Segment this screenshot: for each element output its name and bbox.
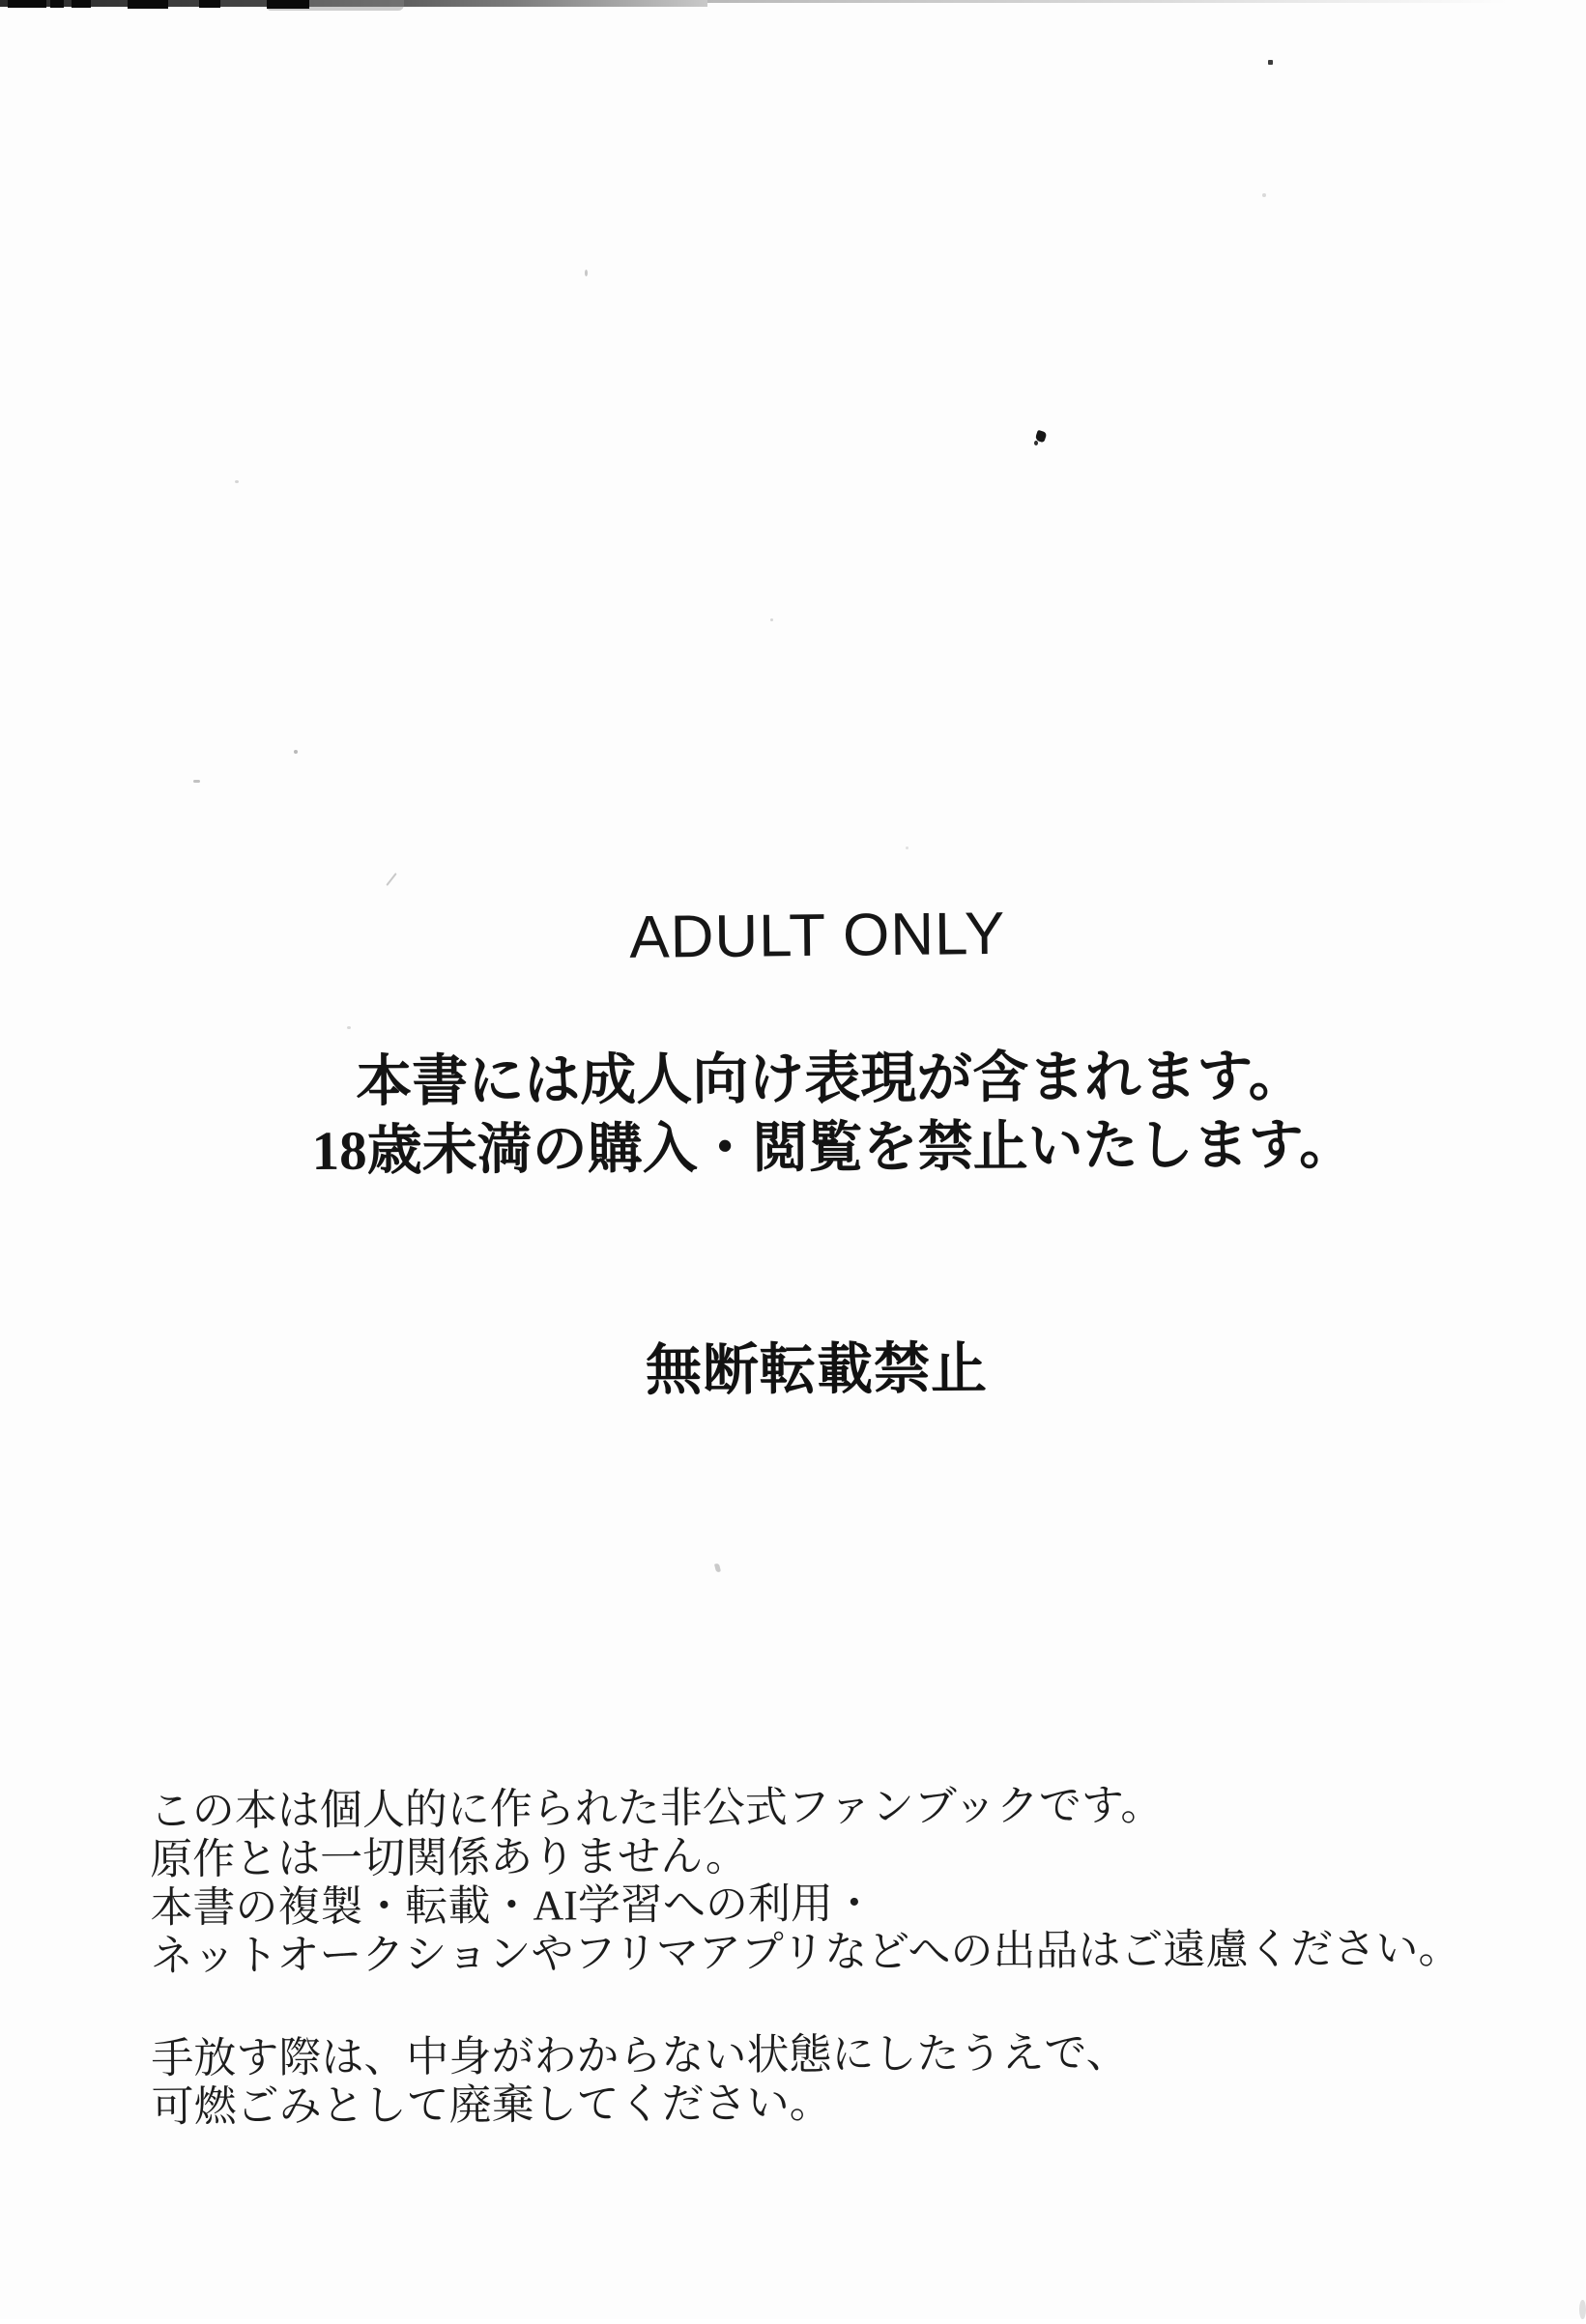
disclaimer-line-3: 本書の複製・転載・AI学習への利用・: [150, 1879, 877, 1933]
unofficial-fanbook-disclaimer: [150, 1780, 1461, 1981]
disposal-line-2: 可燃ごみとして廃棄してください。: [151, 2079, 832, 2132]
disclaimer-line-2: 原作とは一切関係ありません。: [149, 1832, 748, 1884]
age-warning-line-2: 18歳未満の購入・閲覧を禁止いたします。: [311, 1114, 1355, 1183]
no-reproduction-notice: 無断転載禁止: [645, 1336, 989, 1402]
disclaimer-line-1: この本は個人的に作られた非公式ファンブックです。: [149, 1781, 1164, 1836]
disclaimer-line-4: ネットオークションやフリマアプリなどへの出品はご遠慮ください。: [150, 1924, 1461, 1981]
disposal-line-1: 手放す際は、中身がわからない状態にしたうえで、: [151, 2028, 1129, 2083]
disposal-instructions: [151, 2029, 1129, 2132]
adult-only-heading: ADULT ONLY: [628, 900, 1006, 971]
age-warning-line-1: 本書には成人向け表現が含まれます。: [356, 1044, 1305, 1113]
